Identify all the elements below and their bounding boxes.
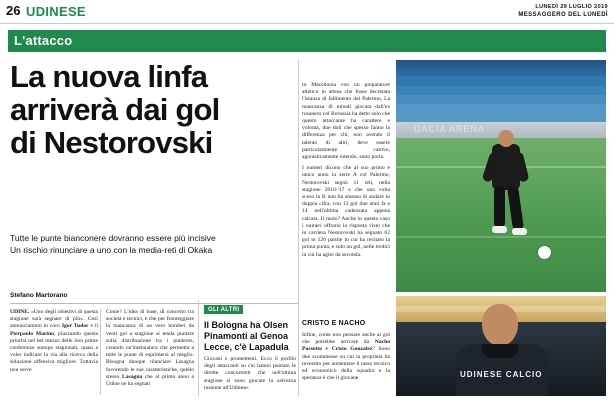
column-divider xyxy=(198,300,199,396)
paragraph: Come? L'idea di base, di concerto tra società e tecnici, è che per fronteggiare la mancanza di un vero bomber da venti gol a stagione si tenda puntare sulla distribuzione tra i punteros, creando un'intelaiatura che permetta a tutte le punte di esprimersi al meglio. Bisogna dunque rilanciare Lasagna favorendo le sue caratteristiche, quello stesso Lasagna che al primo anno a Udine ne ha segnati xyxy=(106,309,194,388)
headline-line-1: La nuova linfa xyxy=(10,59,208,94)
issue-date: LUNEDÌ 29 LUGLIO 2019 xyxy=(535,4,608,10)
masthead-info xyxy=(518,3,608,19)
page-title xyxy=(10,60,300,159)
headline-line-3: di Nestorovski xyxy=(10,125,213,160)
column-divider xyxy=(100,309,101,395)
altri-headline: Il Bologna ha Olsen Pinamonti al Genoa Lecce, c'è Lapadula xyxy=(204,320,289,352)
paragraph: Giovani e promettenti. Ecco il profilo degli attaccanti su cui hanno puntato le dirette concorrenti che nell'ultima stagione si sono giocate la salvezza insieme all'Udinese. xyxy=(204,356,296,391)
article-column-1 xyxy=(10,309,98,395)
column-divider xyxy=(298,60,299,396)
jersey-text: UDINESE CALCIO xyxy=(460,370,543,379)
football-icon xyxy=(538,246,551,259)
publication-name: MESSAGGERO DEL LUNEDÌ xyxy=(518,12,608,18)
subheadline-line-1: Tutte le punte bianconere dovranno essere più incisive xyxy=(10,233,216,243)
paragraph: Infine, come non pensare anche al gol che potrebbe arrivare da Nacho Pussetto e Cristo Gonzalez? Sono due scommesse su cui la proprietà ha investito per aumentare il tasso tecnico ed economico della squadra e la speranza è che il giovane xyxy=(302,332,390,382)
paragraph: I numeri dicono che al suo primo e unico anno in serie A col Palermo, Nestorovski segnò 11 reti, nella stagione 2016-'17 e che una volta sceso in B non ha smesso di andare in doppia cifra, con 13 gol due anni fa e 14 nell'ultima cadenzata appena calcata. Il ruolo? Anche in questo caso i numeri offrono la risposta visto che in carriera Nestorovski ha segnato 62 gol in 126 partite in cui ha recitato la prima punta, e solo un gol, nelle tredici in cui ha agito da seconda. xyxy=(302,165,390,258)
stadium-match-photo xyxy=(396,60,606,292)
cristo-section-kicker: CRISTO E NACHO xyxy=(302,320,366,327)
byline-divider xyxy=(10,303,298,304)
subheadline-line-2: Un rischio rinunciare a uno con la media-reti di Okaka xyxy=(10,245,213,255)
article-column-3 xyxy=(302,82,390,287)
kicker-label: L'attacco xyxy=(14,33,73,48)
header-divider xyxy=(0,23,614,24)
player-portrait-photo xyxy=(396,296,606,396)
paragraph: UDINE. «Uno degli obiettivi di questa stagione sarà segnare di più». Così annunciammo in coro Igor Tudor e il Pierpaolo Marino, piazzando questa priorità nel bel mezzo delle loro prime conferenze stampa stagionali, quasi a voler indicare la via alla ricerca della soluzione offensiva migliore. Tuttavia non serve xyxy=(10,309,99,373)
byline: Stefano Martorano xyxy=(10,292,68,299)
article-column-4 xyxy=(302,332,390,396)
page-number: 26 xyxy=(6,3,21,18)
headline-line-2: arriverà dai gol xyxy=(10,92,220,127)
altri-tag: GLI ALTRI xyxy=(204,305,243,314)
page-header xyxy=(0,0,614,24)
kicker-band xyxy=(8,30,606,52)
paragraph: in Macedonia con un preparatore atletico in attesa che fosse decretata l'istanza di fallimento del Palermo. La mancanza di minuti giocata dall'ex rosanero col Borussia ha detto solo che questo attaccante ha carattere e volontà, due doti che spesso fanno la differenza per chi, non avendo il talento di altri, deve essere particolarmente cattivo, agonisticamente intendo, sotto porta. xyxy=(302,82,390,161)
section-title: UDINESE xyxy=(26,4,86,19)
subheadline xyxy=(10,232,298,256)
stadium-ad-text: DACIA ARENA xyxy=(414,124,486,134)
altri-body xyxy=(204,356,296,396)
article-column-2 xyxy=(106,309,194,395)
